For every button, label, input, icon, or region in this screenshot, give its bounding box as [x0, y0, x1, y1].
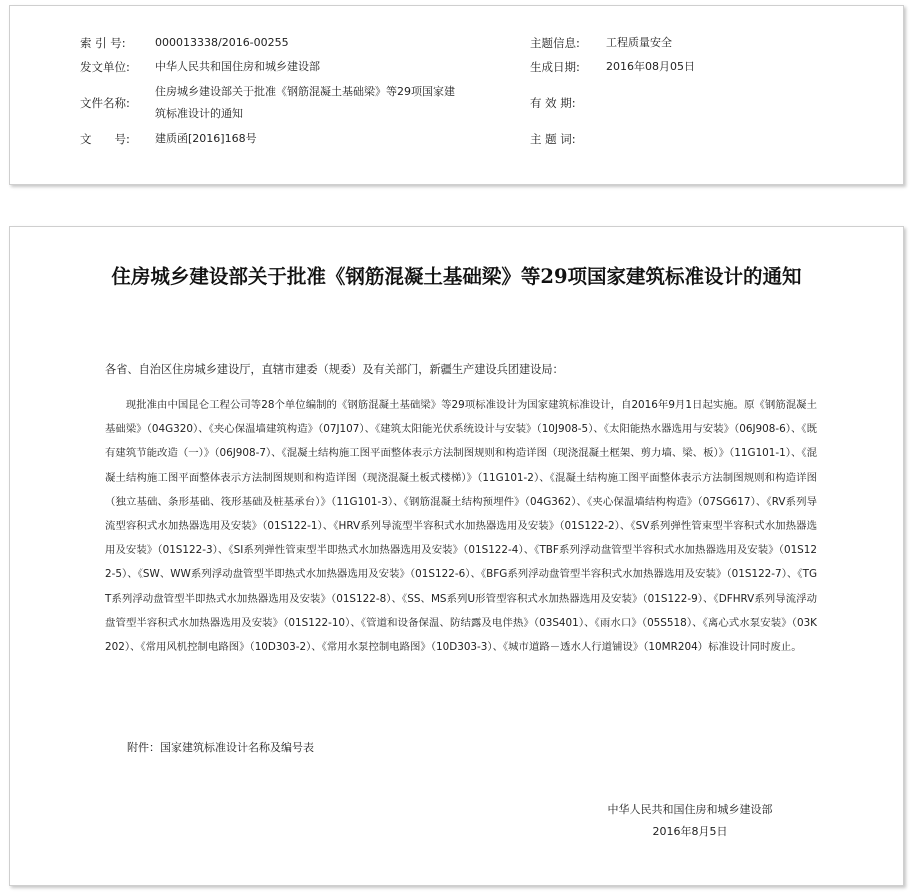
keywords-label: 主 题 词:: [530, 132, 576, 146]
doc-no-value: 建质函[2016]168号: [155, 132, 257, 145]
body-paragraph: 现批准由中国昆仑工程公司等28个单位编制的《钢筋混凝土基础梁》等29项标准设计为国家建筑标准设计，自2016年9月1日起实施。原《钢筋混凝土基础梁》（04G320）、《夹心保温墙建筑构造》（07J107）、《建筑太阳能光伏系统设计与安装》（10J908-5）、《太阳能热水器选用与安装》（06J908-6）、《既有建筑节能改造（一）》（06J908-7）、《混凝土结构施工图平面整体表示方法制图规则和构造详图（现浇混凝土框架、剪力墙、梁、板）》（11G101-1）、《混凝土结构施工图平面整体表示方法制图规则和构造详图（现浇混凝土板式楼梯）》（11G101-2）、《混凝土结构施工图平面整体表示方法制图规则和构造详图（独立基础、条形基础、筏形基础及桩基承台）》（11G101-3）、《钢筋混凝土结构预埋件》（04G362）、《夹心保温墙结构构造》（07SG617）、《RV系列导流型容积式水加热器选用及安装》（01S122-1）、《HRV系列导流型半容积式水加热器选用及安装》（01S122-2）、《SV系列弹性管束型半容积式水加热器选用及安装》（01S122-3）、《SI系列弹性管束型半即热式水加热器选用及安装》（01S122-4）、《TBF系列浮动盘管型半容积式水加热器选用及安装》（01S122-5）、《SW、WW系列浮动盘管型半即热式水加热器选用及安装》（01S122-6）、《BFG系列浮动盘管型半容积式水加热器选用及安装》（01S122-7）、《TGT系列浮动盘管型半即热式水加热器选用及安装》（01S122-8）、《SS、MS系列U形管型容积式水加热器选用及安装》（01S122-9）、《DFHRV系列导流浮动盘管型半容积式水加热器选用及安装》（01S122-10）、《管道和设备保温、防结露及电伴热》（03S401）、《雨水口》（05S518）、《离心式水泵安装》（03K202）、《常用风机控制电路图》（10D303-2）、《常用水泵控制电路图》（10D303-3）、《城市道路－透水人行道铺设》（10MR204）标准设计同时废止。: [105, 399, 817, 654]
signature-organization: 中华人民共和国住房和城乡建设部: [607, 803, 773, 816]
salutation: 各省、自治区住房城乡建设厅，直辖市建委（规委）及有关部门，新疆生产建设兵团建设局：: [105, 363, 564, 376]
file-name-value: 住房城乡建设部关于批准《钢筋混凝土基础梁》等29项国家建筑标准设计的通知: [155, 85, 455, 120]
index-no-label: 索 引 号:: [80, 36, 126, 50]
index-no-value: 000013338/2016-00255: [155, 36, 289, 49]
issuer-label: 发文单位:: [80, 60, 130, 74]
attachment-note: 附件：国家建筑标准设计名称及编号表: [127, 741, 314, 754]
document-metadata-panel: [9, 5, 904, 185]
file-name-label: 文件名称:: [80, 96, 130, 110]
topic-value: 工程质量安全: [606, 36, 672, 49]
issuer-value: 中华人民共和国住房和城乡建设部: [155, 60, 320, 73]
date-label: 生成日期:: [530, 60, 580, 74]
signature-date: 2016年8月5日: [652, 825, 728, 838]
document-content-panel: [9, 226, 904, 886]
validity-label: 有 效 期:: [530, 96, 576, 110]
doc-no-label: 文 号:: [80, 132, 130, 146]
topic-label: 主题信息:: [530, 36, 580, 50]
document-title: 住房城乡建设部关于批准《钢筋混凝土基础梁》等29项国家建筑标准设计的通知: [111, 265, 802, 288]
date-value: 2016年08月05日: [606, 60, 695, 73]
